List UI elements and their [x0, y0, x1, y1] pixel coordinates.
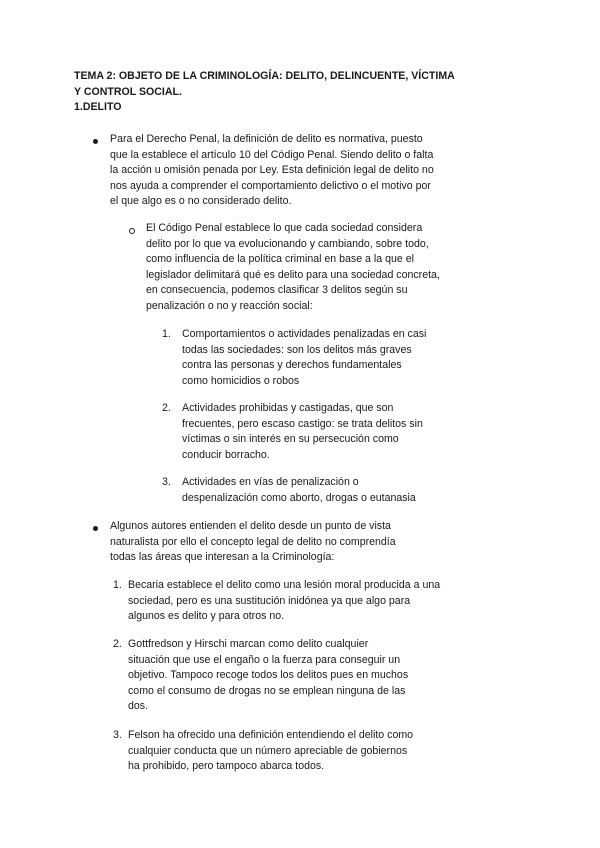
list-number: 2. — [162, 402, 171, 414]
list-item-category-2 — [182, 401, 423, 463]
heading-title-line-1: TEMA 2: OBJETO DE LA CRIMINOLOGÍA: DELITO, DELINCUENTE, VÍCTIMA — [74, 70, 455, 82]
list-number: 1. — [113, 579, 122, 591]
paragraph-line: en consecuencia, podemos clasificar 3 delitos según su — [146, 284, 408, 296]
paragraph-line: legislador delimitará qué es delito para una sociedad concreta, — [146, 268, 440, 281]
list-item-line: conducir borracho. — [182, 448, 270, 461]
paragraph-line: penalización o no y reacción social: — [146, 299, 313, 312]
list-item-line: Actividades prohibidas y castigadas, que son — [182, 402, 394, 414]
list-number: 3. — [162, 476, 171, 488]
bullet-circle-icon — [129, 228, 135, 234]
list-item-felson — [128, 728, 413, 775]
list-item-line: objetivo. Tampoco recoge todos los delitos pues en muchos — [128, 669, 409, 681]
paragraph-line: Para el Derecho Penal, la definición de delito es normativa, puesto — [110, 133, 423, 145]
list-number: 2. — [113, 638, 122, 650]
list-item-line: víctimas o sin interés en su persecución como — [182, 433, 399, 445]
list-item-line: como el consumo de drogas no se emplean ninguna de las — [128, 684, 406, 697]
list-item-gottfredson-hirschi — [128, 637, 408, 715]
list-item-line: frecuentes, pero escaso castigo: se trata delitos sin — [182, 417, 423, 430]
paragraph-line: la acción u omisión penada por Ley. Esta definición legal de delito no — [110, 164, 434, 176]
list-item-line: contra las personas y derechos fundamentales — [182, 359, 402, 371]
list-item-line: Actividades en vías de penalización o — [182, 476, 359, 488]
bullet-paragraph-naturalista — [110, 519, 396, 566]
list-number: 1. — [162, 328, 171, 340]
list-item-line: cualquier conducta que un número apreciable de gobiernos — [128, 744, 408, 757]
paragraph-line: nos ayuda a comprender el comportamiento delictivo o el motivo por — [110, 179, 431, 192]
paragraph-line: todas las áreas que interesan a la Criminología: — [110, 551, 335, 563]
paragraph-line: como influencia de la política criminal en base a la que el — [146, 253, 414, 265]
list-item-category-1 — [182, 327, 426, 389]
list-item-line: dos. — [128, 700, 149, 712]
list-item-line: Comportamientos o actividades penalizadas en casi — [182, 328, 427, 340]
list-item-line: algunos es delito y para otros no. — [128, 610, 285, 622]
paragraph-line: el que algo es o no considerado delito. — [110, 195, 292, 207]
list-item-line: situación que use el engaño o la fuerza para conseguir un — [128, 653, 401, 666]
paragraph-line: delito por lo que va evolucionando y cambiando, sobre todo, — [146, 237, 429, 250]
document-heading — [74, 69, 474, 116]
bullet-dot-icon — [93, 139, 98, 144]
list-item-line: como homicidios o robos — [182, 374, 300, 387]
heading-section-title: 1.DELITO — [74, 101, 122, 113]
list-item-line: despenalización como aborto, drogas o eutanasia — [182, 491, 416, 504]
list-item-line: Becaria establece el delito como una lesión moral producida a una — [128, 579, 441, 591]
paragraph-line: El Código Penal establece lo que cada sociedad considera — [146, 222, 423, 234]
list-number: 3. — [113, 729, 122, 741]
heading-title-line-2: Y CONTROL SOCIAL. — [74, 85, 182, 98]
list-item-category-3 — [182, 475, 416, 506]
list-item-line: sociedad, pero es una sustitución inidónea ya que algo para — [128, 594, 411, 607]
list-item-line: ha prohibido, pero tampoco abarca todos. — [128, 760, 325, 772]
paragraph-line: que la establece el artículo 10 del Código Penal. Siendo delito o falta — [110, 148, 434, 161]
list-item-line: Felson ha ofrecido una definición entendiendo el delito como — [128, 729, 414, 741]
list-item-becaria — [128, 578, 440, 625]
bullet-dot-icon — [93, 526, 98, 531]
paragraph-line: Algunos autores entienden el delito desde un punto de vista — [110, 520, 391, 532]
paragraph-line: naturalista por ello el concepto legal de delito no comprendía — [110, 535, 396, 548]
list-item-line: todas las sociedades: son los delitos más graves — [182, 343, 412, 356]
list-item-line: Gottfredson y Hirschi marcan como delito cualquier — [128, 638, 369, 650]
sub-paragraph-codigo-penal — [146, 221, 440, 314]
bullet-paragraph-derecho-penal — [110, 132, 434, 210]
